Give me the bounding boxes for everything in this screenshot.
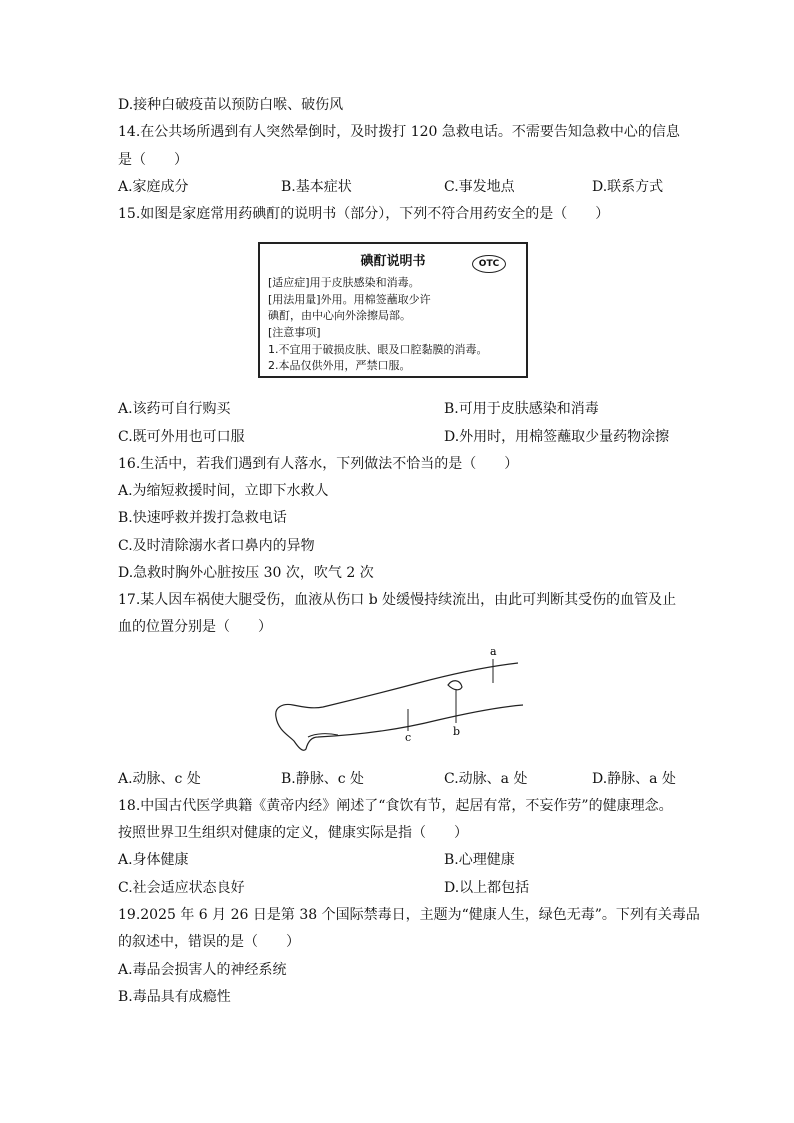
otc-badge: OTC [472, 255, 506, 273]
q17-option-a: A.动脉、c 处 [118, 771, 201, 787]
q16-option-d: D.急救时胸外心脏按压 30 次，吹气 2 次 [118, 565, 374, 581]
leg-diagram [268, 645, 528, 760]
q17-option-c: C.动脉、a 处 [444, 771, 528, 787]
q18-stem: 18.中国古代医学典籍《黄帝内经》阐述了“食饮有节，起居有常，不妄作劳”的健康理念。 [118, 798, 673, 814]
q16-option-b: B.快速呼救并拨打急救电话 [118, 510, 287, 526]
q17-stem-cont: 血的位置分别是（ ） [118, 619, 272, 635]
q18-option-b: B.心理健康 [444, 852, 515, 868]
q16-stem: 16.生活中，若我们遇到有人落水，下列做法不恰当的是（ ） [118, 456, 519, 472]
q18-stem-cont: 按照世界卫生组织对健康的定义，健康实际是指（ ） [118, 825, 468, 841]
q13-option-d: D.接种白破疫苗以预防白喉、破伤风 [118, 97, 344, 113]
leg-wound [448, 681, 462, 690]
q19-option-a: A.毒品会损害人的神经系统 [118, 962, 287, 978]
q15-option-d: D.外用时，用棉签蘸取少量药物涂擦 [444, 429, 670, 445]
q15-stem: 15.如图是家庭常用药碘酊的说明书（部分），下列不符合用药安全的是（ ） [118, 206, 610, 222]
q19-option-b: B.毒品具有成瘾性 [118, 989, 231, 1005]
q15-option-b: B.可用于皮肤感染和消毒 [444, 401, 599, 417]
q14-option-d: D.联系方式 [592, 179, 664, 195]
q14-option-c: C.事发地点 [444, 179, 515, 195]
q19-stem-cont: 的叙述中，错误的是（ ） [118, 934, 300, 950]
q14-stem-cont: 是（ ） [118, 152, 188, 168]
leg-outline [276, 663, 523, 750]
iodine-label-box [258, 242, 528, 378]
q17-option-b: B.静脉、c 处 [281, 771, 365, 787]
q16-option-a: A.为缩短救援时间，立即下水救人 [118, 483, 329, 499]
q18-option-d: D.以上都包括 [444, 880, 530, 896]
label-b: b [453, 725, 461, 738]
label-a: a [490, 645, 497, 658]
label-c: c [405, 731, 412, 744]
q19-stem: 19.2025 年 6 月 26 日是第 38 个国际禁毒日，主题为“健康人生，绿色无毒”。下列有关毒品 [118, 907, 700, 923]
q18-option-a: A.身体健康 [118, 852, 189, 868]
label-line: 碘酊，由中心向外涂擦局部。 [268, 309, 411, 322]
label-line: [用法用量]外用。用棉签蘸取少许 [268, 293, 431, 306]
q14-option-a: A.家庭成分 [118, 179, 189, 195]
label-title: 碘酊说明书 [360, 254, 426, 269]
q14-stem: 14.在公共场所遇到有人突然晕倒时，及时拨打 120 急救电话。不需要告知急救中心的信息 [118, 124, 680, 140]
label-line: 2.本品仅供外用，严禁口服。 [268, 359, 411, 372]
label-line: 1.不宜用于破损皮肤、眼及口腔黏膜的消毒。 [268, 343, 488, 356]
q17-stem: 17.某人因车祸使大腿受伤，血液从伤口 b 处缓慢持续流出，由此可判断其受伤的血管及止 [118, 592, 677, 608]
q17-option-d: D.静脉、a 处 [592, 771, 676, 787]
q15-option-a: A.该药可自行购买 [118, 401, 231, 417]
label-line: [注意事项] [268, 326, 321, 339]
q16-option-c: C.及时清除溺水者口鼻内的异物 [118, 538, 315, 554]
q15-option-c: C.既可外用也可口服 [118, 429, 245, 445]
q18-option-c: C.社会适应状态良好 [118, 880, 245, 896]
q14-option-b: B.基本症状 [281, 179, 352, 195]
label-line: [适应症]用于皮肤感染和消毒。 [268, 276, 420, 289]
